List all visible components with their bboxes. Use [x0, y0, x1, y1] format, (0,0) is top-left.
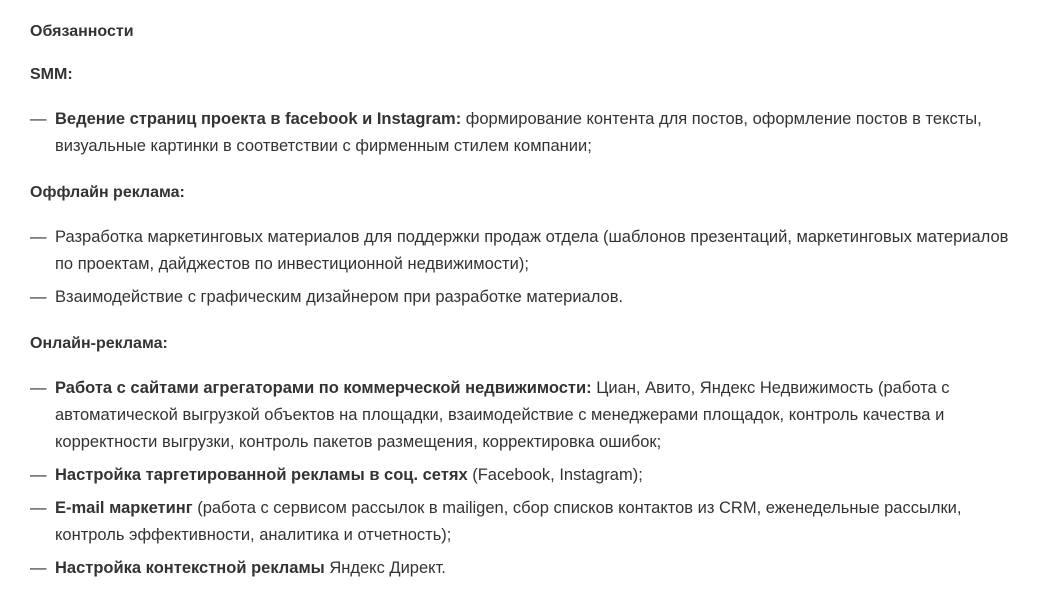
- section-offline: [30, 181, 1020, 311]
- section-title: SMM:: [30, 66, 73, 83]
- dash-bullet: —: [30, 228, 47, 246]
- dash-bullet: —: [30, 466, 47, 484]
- duty-list: [30, 375, 1020, 582]
- item-text: (работа с сервисом рассылок в mailigen, сбор списков контактов из CRM, еженедельные рассылки, контроль эффективности, аналитика и отчетность);: [55, 499, 962, 544]
- page-title: Обязанности: [30, 23, 134, 40]
- item-text: формирование контента для постов, оформление постов в тексты, визуальные картинки в соответствии с фирменным стилем компании;: [55, 110, 982, 155]
- list-item: [30, 284, 1010, 311]
- dash-bullet: —: [30, 288, 47, 306]
- list-item: [30, 224, 1010, 278]
- dash-bullet: —: [30, 499, 47, 517]
- item-text: (Facebook, Instagram);: [467, 466, 643, 484]
- list-item: [30, 495, 1010, 549]
- dash-bullet: —: [30, 379, 47, 397]
- section-title: Онлайн-реклама:: [30, 335, 168, 352]
- dash-bullet: —: [30, 559, 47, 577]
- dash-bullet: —: [30, 110, 47, 128]
- list-item: [30, 375, 1010, 456]
- list-item: [30, 555, 1010, 582]
- item-bold-text: Ведение страниц проекта в facebook и Instagram:: [55, 110, 462, 128]
- list-item: [30, 462, 1010, 489]
- item-text: Разработка маркетинговых материалов для поддержки продаж отдела (шаблонов презентаций, маркетинговых материалов по проектам, дайджестов по инвестиционной недвижимости);: [55, 228, 1009, 273]
- item-bold-text: E-mail маркетинг: [55, 499, 193, 517]
- item-bold-text: Настройка контекстной рекламы: [55, 559, 325, 577]
- list-item: [30, 106, 1010, 160]
- item-text: Циан, Авито, Яндекс Недвижимость (работа с автоматической выгрузкой объектов на площадки, взаимодействие с менеджерами площадок, контроль качества и корректности выгрузки, контроль пакетов размещения, корректировка ошибок;: [55, 379, 950, 451]
- item-bold-text: Работа с сайтами агрегаторами по коммерческой недвижимости:: [55, 379, 592, 397]
- section-online: [30, 332, 1020, 582]
- section-smm: [30, 63, 1020, 160]
- item-text: Взаимодействие с графическим дизайнером при разработке материалов.: [55, 288, 624, 306]
- item-bold-text: Настройка таргетированной рекламы в соц. сетях: [55, 466, 468, 484]
- duty-list: [30, 106, 1020, 160]
- section-title: Оффлайн реклама:: [30, 184, 185, 201]
- duty-list: [30, 224, 1020, 311]
- item-text: Яндекс Директ.: [324, 559, 446, 577]
